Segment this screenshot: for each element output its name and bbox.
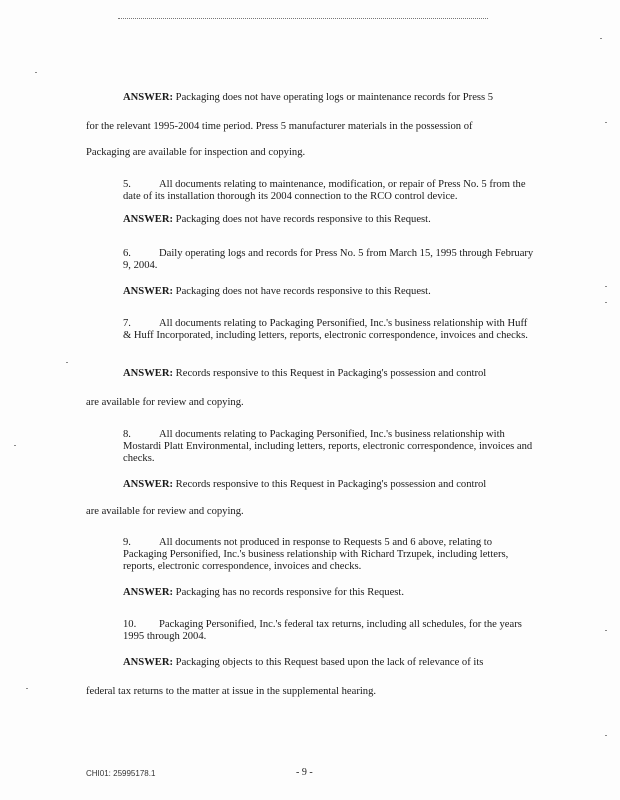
answer-label: ANSWER: — [123, 368, 174, 379]
answer-text: Packaging does not have records responsive to this Request. — [173, 286, 431, 297]
answer-text: Records responsive to this Request in Packaging's possession and control — [173, 479, 487, 490]
answer-label: ANSWER: — [123, 92, 174, 103]
request-number: 10. — [123, 619, 137, 630]
scan-speck — [14, 445, 16, 446]
answer-paragraph — [86, 479, 536, 491]
request-text: All documents not produced in response to Requests 5 and 6 above, relating to Packaging Personified, Inc.'s business relationship with Richard Trzupek, including letters, reports, electronic correspondence, invoices and checks. — [123, 537, 509, 572]
answer-paragraph — [86, 92, 536, 104]
footer-page-number: - 9 - — [296, 767, 313, 778]
answer-text: Packaging does not have operating logs or maintenance records for Press 5 — [173, 92, 494, 103]
request-text: All documents relating to maintenance, modification, or repair of Press No. 5 from the date of its installation thorough its 2004 connection to the RCO control device. — [123, 179, 526, 202]
request-text: All documents relating to Packaging Personified, Inc.'s business relationship with Huff & Huff Incorporated, including letters, reports, electronic correspondence, invoices and checks. — [123, 318, 528, 341]
answer-label: ANSWER: — [123, 479, 174, 490]
request-number: 9. — [123, 537, 131, 548]
request-number: 6. — [123, 248, 131, 259]
request-item — [86, 248, 536, 272]
footer-document-id: CHI01: 25995178.1 — [86, 769, 156, 778]
answer-text: Records responsive to this Request in Packaging's possession and control — [173, 368, 487, 379]
request-number: 7. — [123, 318, 131, 329]
scan-speck — [66, 362, 68, 363]
scan-speck — [26, 688, 28, 689]
answer-text: Packaging does not have records responsive to this Request. — [173, 214, 431, 225]
request-item — [86, 179, 536, 203]
answer-paragraph — [86, 368, 536, 380]
request-number: 8. — [123, 429, 131, 440]
answer-label: ANSWER: — [123, 657, 174, 668]
scan-speck — [605, 630, 607, 631]
answer-label: ANSWER: — [123, 286, 174, 297]
scan-speck — [605, 735, 607, 736]
body-text-line: are available for review and copying. — [86, 397, 244, 408]
answer-label: ANSWER: — [123, 587, 174, 598]
scan-speck — [600, 38, 602, 39]
answer-paragraph — [86, 286, 536, 298]
request-item — [86, 318, 536, 342]
answer-label: ANSWER: — [123, 214, 174, 225]
body-text-line: for the relevant 1995-2004 time period. Press 5 manufacturer materials in the possession of — [86, 121, 473, 132]
answer-paragraph — [86, 587, 536, 599]
request-text: Daily operating logs and records for Press No. 5 from March 15, 1995 through February 9, 2004. — [123, 248, 534, 271]
request-text: Packaging Personified, Inc.'s federal tax returns, including all schedules, for the years 1995 through 2004. — [123, 619, 522, 642]
answer-paragraph — [86, 657, 536, 669]
page-top-rule — [118, 18, 488, 19]
request-number: 5. — [123, 179, 131, 190]
answer-text: Packaging objects to this Request based upon the lack of relevance of its — [173, 657, 484, 668]
scan-speck — [605, 302, 607, 303]
scan-speck — [605, 286, 607, 287]
request-item — [86, 429, 536, 465]
scan-speck — [35, 72, 37, 73]
request-item — [86, 619, 536, 643]
request-item — [86, 537, 536, 573]
body-text-line: are available for review and copying. — [86, 506, 244, 517]
request-text: All documents relating to Packaging Personified, Inc.'s business relationship with Mostardi Platt Environmental, including letters, reports, electronic correspondence, invoices and checks. — [123, 429, 533, 464]
answer-text: Packaging has no records responsive for this Request. — [173, 587, 404, 598]
body-text-line: Packaging are available for inspection and copying. — [86, 147, 306, 158]
body-text-line: federal tax returns to the matter at issue in the supplemental hearing. — [86, 686, 377, 697]
scan-speck — [605, 122, 607, 123]
answer-paragraph — [86, 214, 536, 226]
